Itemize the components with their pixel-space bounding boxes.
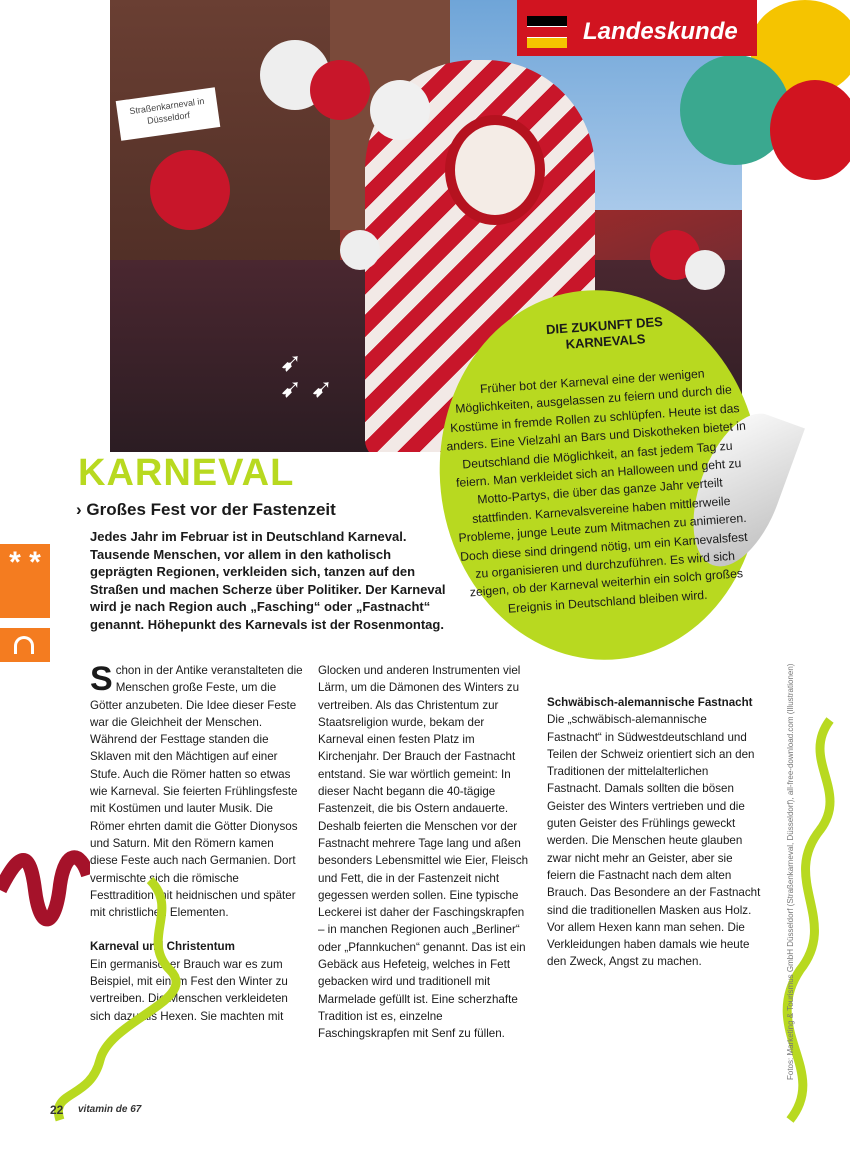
column-1-heading: Karneval und Christentum: [90, 940, 235, 954]
balloon: [150, 150, 230, 230]
column-3-heading: Schwäbisch-alemannische Fastnacht: [547, 696, 753, 709]
article-intro: Jedes Jahr im Februar ist in Deutschland Karneval. Tausende Menschen, vor allem in den katholisch geprägten Regionen, verkleiden sich, tanzen auf den Straßen und machen Scherze über Politiker. Der Karneval wird je nach Region auch „Fasching“ oder „Fastnacht“ genannt. Höhepunkt des Karnevals ist der Rosenmontag.: [90, 529, 446, 632]
sidebar-heading: DIE ZUKUNFT DES KARNEVALS: [545, 313, 664, 352]
balloon: [310, 60, 370, 120]
article-title: KARNEVAL: [78, 452, 300, 495]
audio-tab[interactable]: [0, 628, 50, 662]
balloon-red: [770, 80, 850, 180]
page-number: 22: [50, 1103, 64, 1117]
streamer-green-right: [740, 700, 850, 1157]
publication-name: vitamin de 67: [78, 1104, 142, 1115]
column-2-paragraph: Glocken und anderen Instrumenten viel Lärm, um die Dämonen des Winters zu vertreiben. Als das Christentum zur Staatsreligion wurde, bekam der Karneval einen festen Platz im Kirchenjahr. Der Brauch der Fastnacht entstand. Sie war wörtlich gemeint: In dieser Nacht begann die 40-tägige Fastenzeit, die bis Ostern andauerte. Deshalb feierten die Menschen vor der Fastnacht mehrere Tage lang und aßen besonders Lebensmittel wie Eier, Fleisch und Fett, die in der Fastenzeit nicht gegessen werden sollen. Eine typische Leckerei ist daher der Faschingskrapfen – in manchen Regionen auch „Berliner“ oder „Pfannkuchen“ genannt. Das ist ein Gebäck aus Hefeteig, welches in Fett gebacken wird und traditionell mit Marmelade gefüllt ist. Eine scherzhafte Tradition ist es, einzelne Faschingskrapfen mit Senf zu füllen.: [318, 664, 529, 1041]
column-3-paragraph: Die „schwäbisch-alemannische Fastnacht“ in Südwestdeutschland und Teilen der Schweiz orientiert sich an den Traditionen der mittelalterlichen Fastnacht. Damals sollten die bösen Geister des Winters vertrieben und die guten Geister des Frühlings geweckt werden. Die Menschen heute glauben zwar nicht mehr an Geister, aber sie feiern die Fastnacht nach dem alten Brauch. Das Besondere an der Fastnacht sind die traditionellen Masken aus Holz. Vor allem Hexen kann man sehen. Die Verkleidungen haben damals wie heute den Zweck, Angst zu machen.: [547, 713, 761, 969]
dropcap: S: [90, 660, 113, 698]
sidebar-text: Früher bot der Karneval eine der wenigen Möglichkeiten, ausgelassen zu feiern und durch die Kostüme in fremde Rollen zu schlüpfen. Heute ist das anders. Eine Vielzahl an Bars und Diskotheken bietet in Deutschland die Möglichkeit, an fast jedem Tag zu feiern. Man verkleidet sich an Halloween und geht zu Motto-Partys, die über das ganze Jahr verteilt stattfinden. Karnevalsvereine haben mittlerweile Probleme, junge Leute zum Mitmachen zu animieren. Doch diese sind dringend nötig, um ein Karnevalsfest zu organisieren und durchzuführen. Es wird sich zeigen, ob der Karneval weiterhin ein solch großes Ereignis in Deutschland bleiben wird.: [446, 366, 748, 616]
balloon: [340, 230, 380, 270]
section-header: [517, 0, 757, 56]
photo-credit: Fotos: Marketing & Tourismus GmbH Düsseldorf (Straßenkarneval, Düsseldorf), all-free-download.com (Illustrationen): [786, 663, 795, 1080]
german-flag-icon: [527, 16, 567, 46]
arrows-decoration: ➹ ➹ ➹: [280, 348, 333, 404]
streamer-green-left: [30, 870, 220, 1130]
headphones-icon: [14, 636, 34, 654]
balloon: [685, 250, 725, 290]
section-label: Landeskunde: [583, 18, 738, 45]
level-tab: * *: [0, 544, 50, 618]
article-subtitle: › Großes Fest vor der Fastenzeit: [76, 500, 336, 519]
column-3: [547, 694, 761, 971]
column-1-paragraph-1: chon in der Antike veranstalteten die Menschen große Feste, um die Götter anzubeten. Die Idee dieser Feste war die Gleichheit der Menschen. Während der Festtage standen die Sklaven mit den Mächtigen auf einer Stufe. Auch die Römer hatten so etwas wie Karneval. Sie feierten Frühlingsfeste mit Kostümen und lauter Musik. Die Römer ehrten damit die Götter Dionysos und Saturn. Mit den Römern kamen diese Feste auch nach Germanien. Dort vermischte sich die römische Festtradition mit heidnischen und später mit christlichen Elementen.: [90, 664, 303, 920]
column-2: [318, 662, 532, 1043]
balloon: [370, 80, 430, 140]
column-1-paragraph-2: Ein germanischer Brauch war es zum Beispiel, mit einem Fest den Winter zu vertreiben. Die Menschen verkleideten sich dazu als Hexen. Sie machten mit: [90, 957, 288, 1023]
clown-face: [445, 115, 545, 225]
photo-caption: Straßenkarneval in Düsseldorf: [116, 87, 221, 141]
